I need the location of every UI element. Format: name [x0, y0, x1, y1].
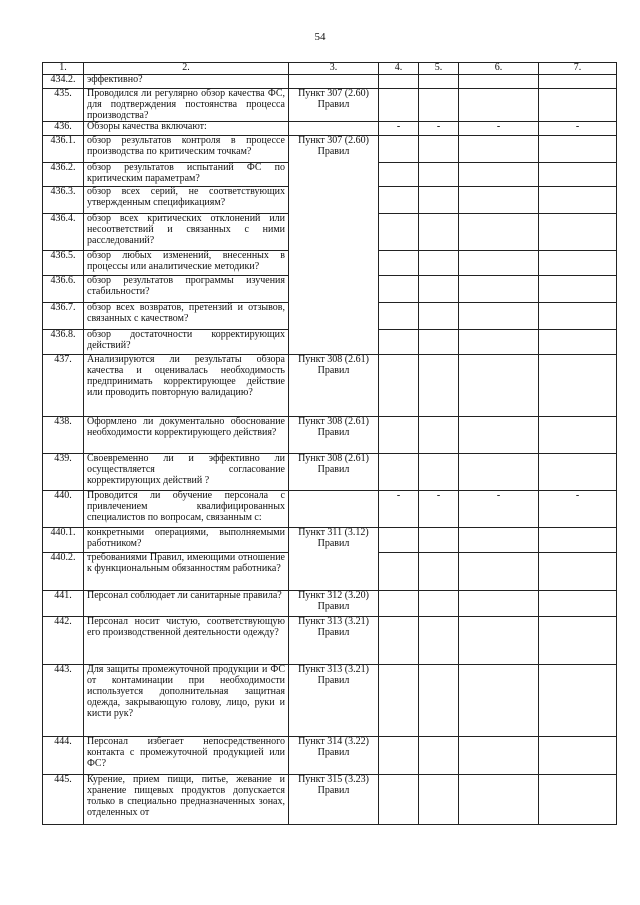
item-number: 437. — [43, 355, 84, 417]
answer-cell-col6[interactable] — [459, 617, 539, 665]
table-row — [43, 454, 617, 491]
regulation-reference: Пункт 311 (3.12) Правил — [289, 528, 379, 591]
not-applicable-dash: - — [436, 121, 441, 133]
answer-cell-col7[interactable] — [539, 553, 617, 591]
answer-cell-col7[interactable] — [539, 775, 617, 825]
column-header-5: 5. — [419, 63, 459, 75]
answer-cell-col7[interactable] — [539, 528, 617, 553]
answer-cell-col5[interactable] — [419, 187, 459, 214]
item-number: 443. — [43, 665, 84, 737]
not-applicable-dash: - — [496, 490, 501, 502]
answer-cell-col4[interactable] — [379, 330, 419, 355]
answer-cell-col5[interactable] — [419, 553, 459, 591]
answer-cell-col6[interactable] — [459, 591, 539, 617]
question-text: Персонал носит чистую, соответствующую его производственной деятельности одежду? — [84, 617, 289, 665]
answer-cell-col5[interactable] — [419, 617, 459, 665]
table-row — [43, 122, 617, 136]
question-text: эффективно? — [84, 75, 289, 89]
question-text: Для защиты промежуточной продукции и ФС от контаминации при необходимости используется дополнительная защитная одежда, закрывающую голову, лицо, руки и кисти рук? — [84, 665, 289, 737]
answer-cell-col7[interactable] — [539, 491, 617, 528]
table-row — [43, 417, 617, 454]
answer-cell-col5[interactable] — [419, 355, 459, 417]
item-number: 436.8. — [43, 330, 84, 355]
answer-cell-col7[interactable] — [539, 136, 617, 163]
item-number: 440.2. — [43, 553, 84, 591]
answer-cell-col6[interactable] — [459, 553, 539, 591]
regulation-reference — [289, 75, 379, 89]
answer-cell-col4[interactable] — [379, 355, 419, 417]
answer-cell-col7[interactable] — [539, 417, 617, 454]
table-row — [43, 591, 617, 617]
answer-cell-col5[interactable] — [419, 163, 459, 187]
table-row — [43, 617, 617, 665]
answer-cell-col6[interactable] — [459, 454, 539, 491]
answer-cell-col6[interactable] — [459, 136, 539, 163]
answer-cell-col7[interactable] — [539, 75, 617, 89]
answer-cell-col4[interactable] — [379, 591, 419, 617]
checklist-table — [42, 62, 617, 825]
answer-cell-col5[interactable] — [419, 136, 459, 163]
answer-cell-col4[interactable] — [379, 122, 419, 136]
header-row — [43, 63, 617, 75]
column-header-3: 3. — [289, 63, 379, 75]
answer-cell-col5[interactable] — [419, 89, 459, 122]
answer-cell-col7[interactable] — [539, 276, 617, 303]
answer-cell-col7[interactable] — [539, 330, 617, 355]
page-number: 54 — [314, 31, 326, 43]
answer-cell-col5[interactable] — [419, 491, 459, 528]
answer-cell-col5[interactable] — [419, 303, 459, 330]
item-number: 435. — [43, 89, 84, 122]
answer-cell-col6[interactable] — [459, 491, 539, 528]
question-text: обзор достаточности корректирующих действий? — [84, 330, 289, 355]
table-row — [43, 665, 617, 737]
answer-cell-col4[interactable] — [379, 187, 419, 214]
answer-cell-col4[interactable] — [379, 665, 419, 737]
answer-cell-col7[interactable] — [539, 355, 617, 417]
table-body — [43, 75, 617, 825]
answer-cell-col4[interactable] — [379, 737, 419, 775]
regulation-reference: Пункт 314 (3.22) Правил — [289, 737, 379, 775]
answer-cell-col4[interactable] — [379, 417, 419, 454]
question-text: Персонал соблюдает ли санитарные правила? — [84, 591, 289, 617]
question-text: Оформлено ли документально обоснование необходимости корректирующего действия? — [84, 417, 289, 454]
answer-cell-col7[interactable] — [539, 163, 617, 187]
answer-cell-col5[interactable] — [419, 276, 459, 303]
answer-cell-col4[interactable] — [379, 775, 419, 825]
answer-cell-col7[interactable] — [539, 737, 617, 775]
answer-cell-col4[interactable] — [379, 553, 419, 591]
question-text: обзор результатов контроля в процессе производства по критическим точкам? — [84, 136, 289, 163]
question-text: Своевременно ли и эффективно ли осуществляется согласование корректирующих действий ? — [84, 454, 289, 491]
answer-cell-col7[interactable] — [539, 122, 617, 136]
answer-cell-col4[interactable] — [379, 491, 419, 528]
answer-cell-col7[interactable] — [539, 591, 617, 617]
question-text: Проводился ли регулярно обзор качества ФС, для подтверждения постоянства процесса производства? — [84, 89, 289, 122]
answer-cell-col7[interactable] — [539, 617, 617, 665]
answer-cell-col5[interactable] — [419, 591, 459, 617]
question-text: Анализируются ли результаты обзора качества и оценивалась необходимость предпринимать корректирующее действие или проводить повторную валидацию? — [84, 355, 289, 417]
question-text: конкретными операциями, выполняемыми работником? — [84, 528, 289, 553]
question-text: Персонал избегает непосредственного контакта с промежуточной продукцией или ФС? — [84, 737, 289, 775]
regulation-reference: Пункт 307 (2.60) Правил — [289, 89, 379, 122]
not-applicable-dash: - — [436, 490, 441, 502]
answer-cell-col5[interactable] — [419, 528, 459, 553]
answer-cell-col6[interactable] — [459, 214, 539, 251]
regulation-reference — [289, 491, 379, 528]
answer-cell-col6[interactable] — [459, 737, 539, 775]
item-number: 436.6. — [43, 276, 84, 303]
column-header-4: 4. — [379, 63, 419, 75]
question-text: Курение, прием пищи, питье, жевание и хранение пищевых продуктов допускается только в специально предназначенных зонах, отделенных от — [84, 775, 289, 825]
item-number: 436.5. — [43, 251, 84, 276]
item-number: 436. — [43, 122, 84, 136]
item-number: 445. — [43, 775, 84, 825]
column-header-1: 1. — [43, 63, 84, 75]
item-number: 436.4. — [43, 214, 84, 251]
answer-cell-col6[interactable] — [459, 276, 539, 303]
answer-cell-col4[interactable] — [379, 528, 419, 553]
answer-cell-col6[interactable] — [459, 251, 539, 276]
not-applicable-dash: - — [396, 121, 401, 133]
answer-cell-col4[interactable] — [379, 303, 419, 330]
answer-cell-col4[interactable] — [379, 617, 419, 665]
item-number: 441. — [43, 591, 84, 617]
regulation-reference: Пункт 308 (2.61) Правил — [289, 454, 379, 491]
answer-cell-col4[interactable] — [379, 276, 419, 303]
answer-cell-col7[interactable] — [539, 89, 617, 122]
column-header-7: 7. — [539, 63, 617, 75]
question-text: обзор всех серий, не соответствующих утвержденным спецификациям? — [84, 187, 289, 214]
answer-cell-col5[interactable] — [419, 665, 459, 737]
answer-cell-col5[interactable] — [419, 251, 459, 276]
item-number: 440. — [43, 491, 84, 528]
item-number: 444. — [43, 737, 84, 775]
answer-cell-col5[interactable] — [419, 417, 459, 454]
column-header-6: 6. — [459, 63, 539, 75]
regulation-reference: Пункт 308 (2.61) Правил — [289, 417, 379, 454]
answer-cell-col4[interactable] — [379, 136, 419, 163]
table-row — [43, 89, 617, 122]
question-text: требованиями Правил, имеющими отношение к функциональным обязанностям работника? — [84, 553, 289, 591]
answer-cell-col5[interactable] — [419, 454, 459, 491]
answer-cell-col6[interactable] — [459, 122, 539, 136]
not-applicable-dash: - — [575, 490, 580, 502]
answer-cell-col5[interactable] — [419, 330, 459, 355]
regulation-reference: Пункт 307 (2.60) Правил — [289, 136, 379, 355]
item-number: 438. — [43, 417, 84, 454]
answer-cell-col7[interactable] — [539, 665, 617, 737]
answer-cell-col6[interactable] — [459, 75, 539, 89]
question-text: обзор всех критических отклонений или несоответствий и связанных с ними расследований? — [84, 214, 289, 251]
answer-cell-col4[interactable] — [379, 75, 419, 89]
answer-cell-col4[interactable] — [379, 454, 419, 491]
regulation-reference: Пункт 308 (2.61) Правил — [289, 355, 379, 417]
answer-cell-col5[interactable] — [419, 214, 459, 251]
question-text: обзор всех возвратов, претензий и отзывов, связанных с качеством? — [84, 303, 289, 330]
table-row — [43, 775, 617, 825]
answer-cell-col5[interactable] — [419, 122, 459, 136]
item-number: 440.1. — [43, 528, 84, 553]
item-number: 442. — [43, 617, 84, 665]
answer-cell-col7[interactable] — [539, 454, 617, 491]
answer-cell-col6[interactable] — [459, 187, 539, 214]
answer-cell-col6[interactable] — [459, 417, 539, 454]
answer-cell-col5[interactable] — [419, 75, 459, 89]
question-text: обзор результатов программы изучения стабильности? — [84, 276, 289, 303]
regulation-reference: Пункт 312 (3.20) Правил — [289, 591, 379, 617]
question-text: Обзоры качества включают: — [84, 122, 289, 136]
item-number: 436.7. — [43, 303, 84, 330]
answer-cell-col5[interactable] — [419, 737, 459, 775]
answer-cell-col6[interactable] — [459, 665, 539, 737]
answer-cell-col6[interactable] — [459, 528, 539, 553]
regulation-reference: Пункт 313 (3.21) Правил — [289, 617, 379, 665]
answer-cell-col7[interactable] — [539, 187, 617, 214]
not-applicable-dash: - — [396, 490, 401, 502]
table-row — [43, 75, 617, 89]
answer-cell-col7[interactable] — [539, 214, 617, 251]
answer-cell-col4[interactable] — [379, 89, 419, 122]
table-row — [43, 528, 617, 553]
regulation-reference — [289, 122, 379, 136]
item-number: 436.1. — [43, 136, 84, 163]
answer-cell-col6[interactable] — [459, 355, 539, 417]
answer-cell-col7[interactable] — [539, 251, 617, 276]
question-text: обзор любых изменений, внесенных в процессы или аналитические методики? — [84, 251, 289, 276]
item-number: 436.3. — [43, 187, 84, 214]
table-row — [43, 355, 617, 417]
answer-cell-col6[interactable] — [459, 303, 539, 330]
answer-cell-col4[interactable] — [379, 163, 419, 187]
answer-cell-col6[interactable] — [459, 775, 539, 825]
answer-cell-col5[interactable] — [419, 775, 459, 825]
answer-cell-col6[interactable] — [459, 330, 539, 355]
answer-cell-col7[interactable] — [539, 303, 617, 330]
question-text: Проводится ли обучение персонала с привлечением квалифицированных специалистов по вопросам, связанным с: — [84, 491, 289, 528]
not-applicable-dash: - — [575, 121, 580, 133]
table-row — [43, 491, 617, 528]
answer-cell-col6[interactable] — [459, 89, 539, 122]
column-header-2: 2. — [84, 63, 289, 75]
question-text: обзор результатов испытаний ФС по критическим параметрам? — [84, 163, 289, 187]
answer-cell-col4[interactable] — [379, 251, 419, 276]
table-row — [43, 737, 617, 775]
table-row — [43, 136, 617, 163]
answer-cell-col6[interactable] — [459, 163, 539, 187]
item-number: 434.2. — [43, 75, 84, 89]
answer-cell-col4[interactable] — [379, 214, 419, 251]
item-number: 439. — [43, 454, 84, 491]
regulation-reference: Пункт 313 (3.21) Правил — [289, 665, 379, 737]
regulation-reference: Пункт 315 (3.23) Правил — [289, 775, 379, 825]
not-applicable-dash: - — [496, 121, 501, 133]
item-number: 436.2. — [43, 163, 84, 187]
